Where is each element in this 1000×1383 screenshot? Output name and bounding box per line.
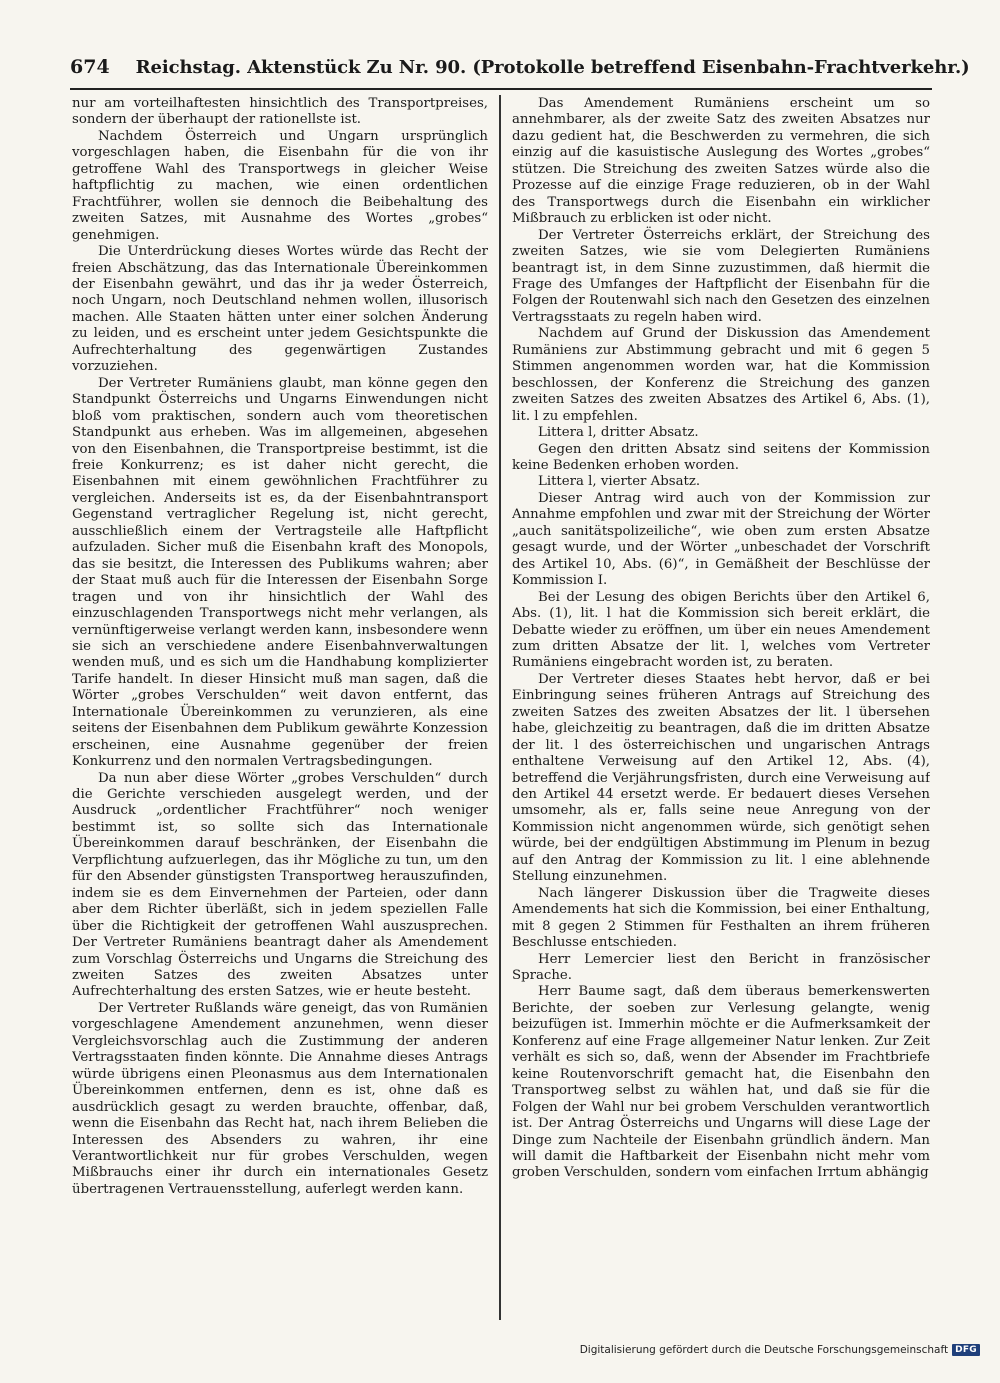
running-header <box>70 56 970 86</box>
page-number: 674 <box>70 56 110 78</box>
paragraph: Herr Baume sagt, daß dem überaus bemerkenswerten Berichte, der soeben zur Verlesung gelangte, wenig beizufügen ist. Immerhin möchte er die Aufmerksamkeit der Konferenz auf eine Frage allgemeiner Natur lenken. Zur Zeit verhält es sich so, daß, wenn der Absender im Frachtbriefe keine Routenvorschrift gemacht hat, die Eisenbahn den Transportweg selbst zu wählen hat, und daß sie für die Folgen der Wahl nur bei grobem Verschulden verantwortlich ist. Der Antrag Österreichs und Ungarns will diese Lage der Dinge zum Nachteile der Eisenbahn gründlich ändern. Man will damit die Haftbarkeit der Eisenbahn nicht mehr vom groben Verschulden, sondern vom einfachen Irrtum abhängig <box>512 984 930 1181</box>
credit-text: Digitalisierung gefördert durch die Deutsche Forschungsgemeinschaft <box>579 1344 949 1356</box>
paragraph: Dieser Antrag wird auch von der Kommission zur Annahme empfohlen und zwar mit der Streichung der Wörter „auch sanitätspolizeiliche“, wie oben zum ersten Absatze gesagt wurde, und der Wörter „unbeschadet der Vorschrift des Artikel 10, Abs. (6)“, in Gemäßheit der Beschlüsse der Kommission I. <box>512 490 930 589</box>
paragraph: Der Vertreter Rußlands wäre geneigt, das von Rumänien vorgeschlagene Amendement anzunehmen, wenn dieser Vergleichsvorschlag auch die Zustimmung der anderen Vertragsstaaten finden könnte. Die Annahme dieses Antrags würde übrigens einen Pleonasmus aus dem Internationalen Übereinkommen entfernen, denn es ist, ohne daß es ausdrücklich gesagt zu werden brauchte, offenbar, daß, wenn die Eisenbahn das Recht hat, nach ihrem Belieben die Interessen des Absenders zu wahren, ihr eine Verantwortlichkeit nur für grobes Verschulden, wegen Mißbrauchs einer ihr durch ein internationales Gesetz übertragenen Vertrauensstellung, auferlegt werden kann. <box>72 1000 488 1197</box>
paragraph: Der Vertreter Rumäniens glaubt, man könne gegen den Standpunkt Österreichs und Ungarns Einwendungen nicht bloß vom praktischen, sondern auch vom theoretischen Standpunkt aus erheben. Was im allgemeinen, abgesehen von den Eisenbahnen, die Transportpreise bestimmt, ist die freie Konkurrenz; es ist daher nicht gerecht, die Eisenbahnen mit einem gewöhnlichen Frachtführer zu vergleichen. Anderseits ist es, da der Eisenbahntransport Gegenstand vertraglicher Regelung ist, nicht gerecht, ausschließlich einem der Vertragsteile alle Haftpflicht aufzuladen. Sicher muß die Eisenbahn kraft des Monopols, das sie besitzt, die Interessen des Publikums wahren; aber der Staat muß auch für die Interessen der Eisenbahn Sorge tragen und von ihr hinsichtlich der Wahl des einzuschlagenden Transportwegs nicht mehr verlangen, als vernünftigerweise verlangt werden kann, insbesondere wenn sie sich an verschiedene andere Eisenbahnverwaltungen wenden muß, und es sich um die Handhabung komplizierter Tarife handelt. In dieser Hinsicht muß man sagen, daß die Wörter „grobes Verschulden“ weit davon entfernt, das Internationale Übereinkommen zu verunzieren, als eine seitens der Eisenbahnen dem Publikum gewährte Konzession erscheinen, eine Ausnahme gegenüber der freien Konkurrenz und den normalen Vertragsbedingungen. <box>72 375 488 770</box>
paragraph: Bei der Lesung des obigen Berichts über den Artikel 6, Abs. (1), lit. l hat die Kommission sich bereit erklärt, die Debatte wieder zu eröffnen, um über ein neues Amendement zum dritten Absatze der lit. l, welches vom Vertreter Rumäniens eingebracht worden ist, zu beraten. <box>512 589 930 671</box>
left-column <box>72 96 488 1326</box>
paragraph: Gegen den dritten Absatz sind seitens der Kommission keine Bedenken erhoben worden. <box>512 441 930 473</box>
header-rule <box>70 88 932 90</box>
paragraph: Da nun aber diese Wörter „grobes Verschulden“ durch die Gerichte verschieden ausgelegt werden, und der Ausdruck „ordentlicher Frachtführer“ noch weniger bestimmt ist, so sollte sich das Internationale Übereinkommen darauf beschränken, der Eisenbahn die Verpflichtung aufzuerlegen, das ihr Mögliche zu tun, um den für den Absender günstigsten Transportweg herauszufinden, indem sie es dem Einvernehmen der Parteien, oder dann aber dem Richter überläßt, sich in jedem speziellen Falle über die Richtigkeit der getroffenen Wahl auszusprechen. Der Vertreter Rumäniens beantragt daher als Amendement zum Vorschlag Österreichs und Ungarns die Streichung des zweiten Satzes des zweiten Absatzes unter Aufrechterhaltung des ersten Satzes, wie er heute besteht. <box>72 770 488 1000</box>
paragraph: Der Vertreter Österreichs erklärt, der Streichung des zweiten Satzes, wie sie vom Delegierten Rumäniens beantragt ist, in dem Sinne zuzustimmen, daß hiermit die Frage des Umfanges der Haftpflicht der Eisenbahn für die Folgen der Routenwahl sich nach den Gesetzen des einzelnen Vertragsstaats zu regeln haben wird. <box>512 227 930 325</box>
section-subheading: Littera l, vierter Absatz. <box>538 474 701 490</box>
paragraph: Der Vertreter dieses Staates hebt hervor, daß er bei Einbringung seines früheren Antrags auf Streichung des zweiten Satzes des zweiten Absatzes der lit. l übersehen habe, gleichzeitig zu beantragen, daß die im dritten Absatze der lit. l des österreichischen und ungarischen Antrags enthaltene Verweisung auf den Artikel 12, Abs. (4), betreffend die Verjährungsfristen, durch eine Verweisung auf den Artikel 44 ersetzt werde. Er bedauert dieses Versehen umsomehr, als er, falls seine neue Anregung von der Kommission nicht angenommen würde, sich genötigt sehen würde, bei der endgültigen Abstimmung im Plenum in bezug auf den Antrag der Kommission zu lit. l eine ablehnende Stellung einzunehmen. <box>512 671 930 885</box>
section-subheading: Littera l, dritter Absatz. <box>538 425 699 441</box>
paragraph: Die Unterdrückung dieses Wortes würde das Recht der freien Abschätzung, das das Internationale Übereinkommen der Eisenbahn gewährt, und das ihr ja weder Österreich, noch Ungarn, noch Deutschland nehmen wollen, illusorisch machen. Alle Staaten hätten unter einer solchen Änderung zu leiden, und es erscheint unter jedem Gesichtspunkte die Aufrechterhaltung des gegenwärtigen Zustandes vorzuziehen. <box>72 244 488 375</box>
paragraph: Nachdem auf Grund der Diskussion das Amendement Rumäniens zur Abstimmung gebracht und mit 6 gegen 5 Stimmen angenommen worden war, hat die Kommission beschlossen, der Konferenz die Streichung des ganzen zweiten Satzes des zweiten Absatzes des Artikel 6, Abs. (1), lit. l zu empfehlen. <box>512 326 930 424</box>
paragraph: Nachdem Österreich und Ungarn ursprünglich vorgeschlagen haben, die Eisenbahn für die von ihr getroffene Wahl des Transportwegs in gleicher Weise haftpflichtig zu machen, wie einen ordentlichen Frachtführer, wollen sie dennoch die Beibehaltung des zweiten Satzes, mit Ausnahme des Wortes „grobes“ genehmigen. <box>72 128 488 243</box>
running-head-title: Reichstag. Aktenstück Zu Nr. 90. (Protokolle betreffend Eisenbahn-Frachtverkehr.) <box>135 57 970 78</box>
paragraph: Herr Lemercier liest den Bericht in französischer Sprache. <box>512 951 930 984</box>
right-column <box>512 96 930 1326</box>
paragraph: Nach längerer Diskussion über die Tragweite dieses Amendements hat sich die Kommission, bei einer Enthaltung, mit 8 gegen 2 Stimmen für Festhalten an ihrem früheren Beschlusse entschieden. <box>512 885 930 951</box>
dfg-logo: DFG <box>952 1344 980 1356</box>
digitization-credit <box>580 1340 980 1360</box>
paragraph: Das Amendement Rumäniens erscheint um so annehmbarer, als der zweite Satz des zweiten Absatzes nur dazu gedient hat, die Beschwerden zu vermehren, die sich einzig auf die kasuistische Auslegung des Wortes „grobes“ stützen. Die Streichung des zweiten Satzes würde also die Prozesse auf die einzige Frage reduzieren, ob in der Wahl des Transportwegs durch die Eisenbahn ein wirklicher Mißbrauch zu erblicken ist oder nicht. <box>512 96 930 227</box>
paragraph: nur am vorteilhaftesten hinsichtlich des Transportpreises, sondern der überhaupt der rationellste ist. <box>72 96 488 128</box>
column-divider <box>499 95 501 1320</box>
